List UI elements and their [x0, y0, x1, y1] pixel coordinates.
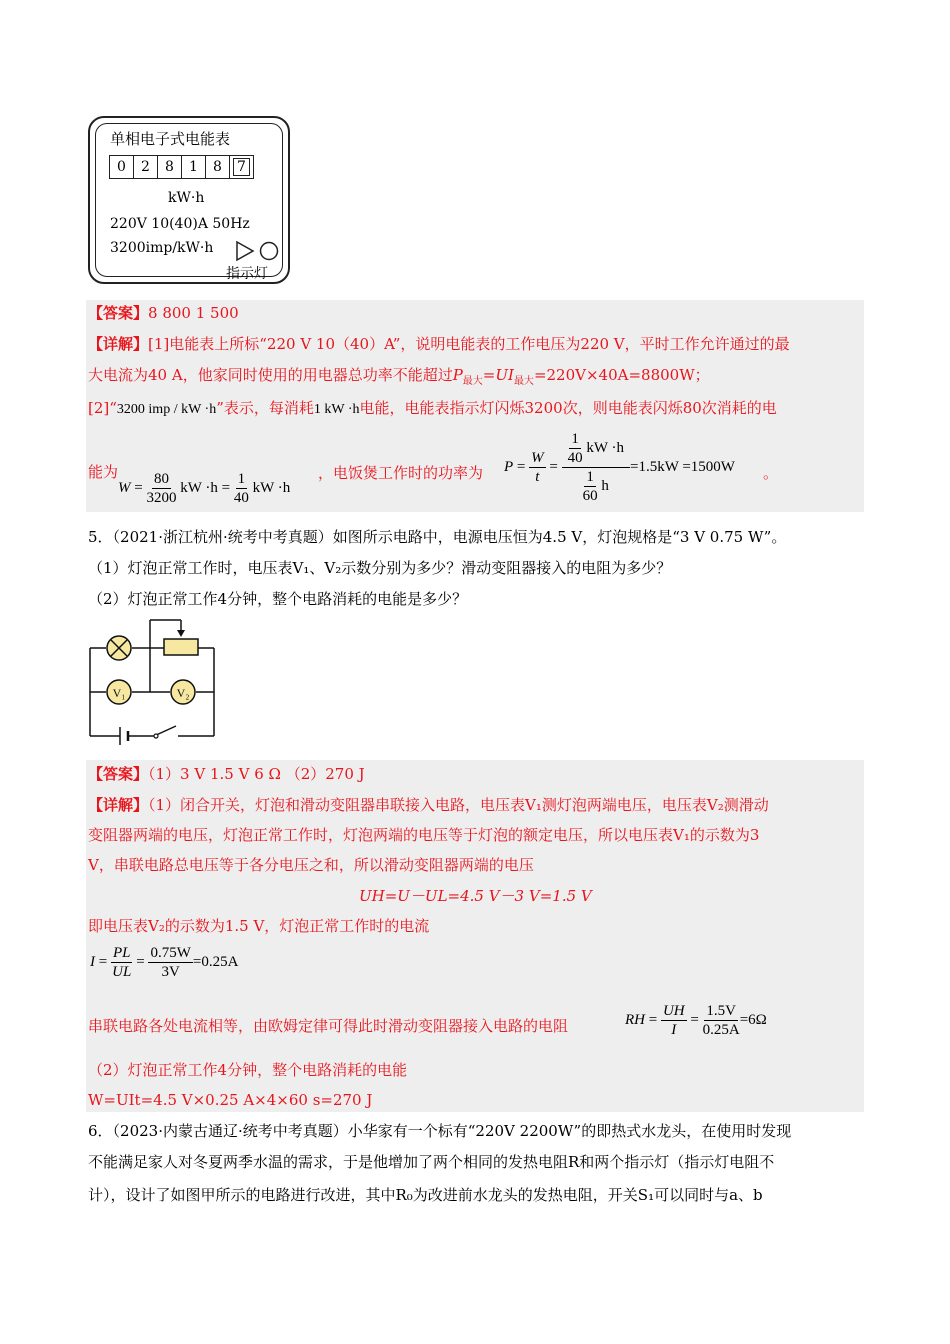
- q5-equation-uh: UH=U－UL=4.5 V－3 V=1.5 V: [359, 887, 592, 905]
- q5-answer: 【答案】（1）3 V 1.5 V 6 Ω （2）270 J: [88, 765, 365, 783]
- q5-current-formula: I = $\frac{PL}{UL}$ = $\frac{0.75W}{3V}$ =0.25A: [90, 945, 239, 980]
- q6-line-3: 计），设计了如图甲所示的电路进行改进，其中R₀为改进前水龙头的发热电阻，开关S₁可以同时与a、b: [88, 1186, 763, 1204]
- rheostat-icon: [164, 639, 198, 655]
- meter-unit: kW·h: [168, 190, 205, 206]
- q5-resistance-formula: RH = $\frac{UH}{I}$ = $\frac{1.5V}{0.25A}$ =6Ω: [625, 1003, 767, 1038]
- q5-detail-line-6: 串联电路各处电流相等，由欧姆定律可得此时滑动变阻器接入电路的电阻: [88, 1017, 569, 1035]
- meter-indicator-label: 指示灯: [226, 266, 268, 282]
- q5-sub-1: （1）灯泡正常工作时，电压表V₁、V₂示数分别为多少？滑动变阻器接入的电阻为多少？: [88, 559, 672, 577]
- q5-detail-line-2: 变阻器两端的电压，灯泡正常工作时，灯泡两端的电压等于灯泡的额定电压，所以电压表V₁的示数为3: [88, 826, 760, 844]
- q6-line-1: 6．（2023·内蒙古通辽·统考中考真题）小华家有一个标有“220V 2200W”的即热式水龙头，在使用时发现: [88, 1122, 792, 1140]
- q5-detail-line-3: V，串联电路总电压等于各分电压之和，所以滑动变阻器两端的电压: [88, 856, 534, 874]
- q4-detail-line-1: 【详解】[1]电能表上所标“220 V 10（40）A”，说明电能表的工作电压为220 V，平时工作允许通过的最: [88, 335, 790, 353]
- meter-rating: 220V 10(40)A 50Hz: [110, 216, 250, 232]
- indicator-light-icon: [235, 240, 281, 262]
- meter-digit: 8: [158, 156, 182, 178]
- meter-imp: 3200imp/kW·h: [110, 240, 214, 256]
- meter-digits: [109, 155, 254, 179]
- q5-detail-line-1: 【详解】（1）闭合开关，灯泡和滑动变阻器串联接入电路，电压表V₁测灯泡两端电压，电压表V₂测滑动: [88, 796, 769, 814]
- q5-detail-line-5: 即电压表V₂的示数为1.5 V，灯泡正常工作时的电流: [88, 917, 430, 935]
- rheostat-arrow-icon: [177, 630, 185, 637]
- meter-digit: 2: [134, 156, 158, 178]
- voltmeter-v1-label: V₁: [112, 686, 126, 700]
- q5-stem: 5．（2021·浙江杭州·统考中考真题）如图所示电路中，电源电压恒为4.5 V，灯泡规格是“3 V 0.75 W”。: [88, 528, 787, 546]
- q4-power-formula: P = $\frac{W}{t}$ = $\frac{1}{40}$ kW ·h $\frac{1}{60}$ h =1.5kW =1500W: [504, 431, 735, 504]
- meter-title: 单相电子式电能表: [110, 130, 231, 148]
- q4-energy-formula: W = $\frac{80}{3200}$ kW ·h = $\frac{1}{40}$ kW ·h: [118, 471, 291, 506]
- q6-line-2: 不能满足家人对冬夏两季水温的需求，于是他增加了两个相同的发热电阻R和两个指示灯（指示灯电阻不: [88, 1153, 775, 1171]
- q4-detail-line-4a: 能为: [88, 463, 119, 481]
- meter-digit: 1: [182, 156, 206, 178]
- switch-icon: [154, 734, 158, 738]
- voltmeter-v2-icon: [171, 680, 195, 704]
- q5-detail-line-7: （2）灯泡正常工作4分钟，整个电路消耗的电能: [88, 1061, 408, 1079]
- meter-digit-decimal: 7: [230, 156, 253, 178]
- q5-detail-line-8: W=UIt=4.5 V×0.25 A×4×60 s=270 J: [88, 1091, 373, 1109]
- energy-meter-figure: [88, 116, 290, 284]
- lamp-icon: [107, 636, 131, 660]
- q4-detail-line-3: [2]“3200 imp / kW ·h”表示，每消耗1 kW ·h电能，电能表指示灯闪烁3200次，则电能表闪烁80次消耗的电: [88, 399, 777, 417]
- q4-detail-line-2: 大电流为40 A，他家同时使用的用电器总功率不能超过$P_{最大}=UI_{最大}=220V\times 40A=8800W$；: [88, 366, 710, 387]
- q4-detail-line-4b: ，电饭煲工作时的功率为: [318, 464, 484, 482]
- q5-sub-2: （2）灯泡正常工作4分钟，整个电路消耗的电能是多少？: [88, 590, 468, 608]
- circuit-diagram: [84, 614, 224, 748]
- meter-digit: 0: [110, 156, 134, 178]
- q4-detail-line-4c: 。: [763, 464, 779, 482]
- meter-digit: 8: [206, 156, 230, 178]
- q4-answer: 【答案】8 800 1 500: [88, 304, 239, 322]
- voltmeter-v1-icon: [107, 680, 131, 704]
- voltmeter-v2-label: V₂: [176, 686, 190, 700]
